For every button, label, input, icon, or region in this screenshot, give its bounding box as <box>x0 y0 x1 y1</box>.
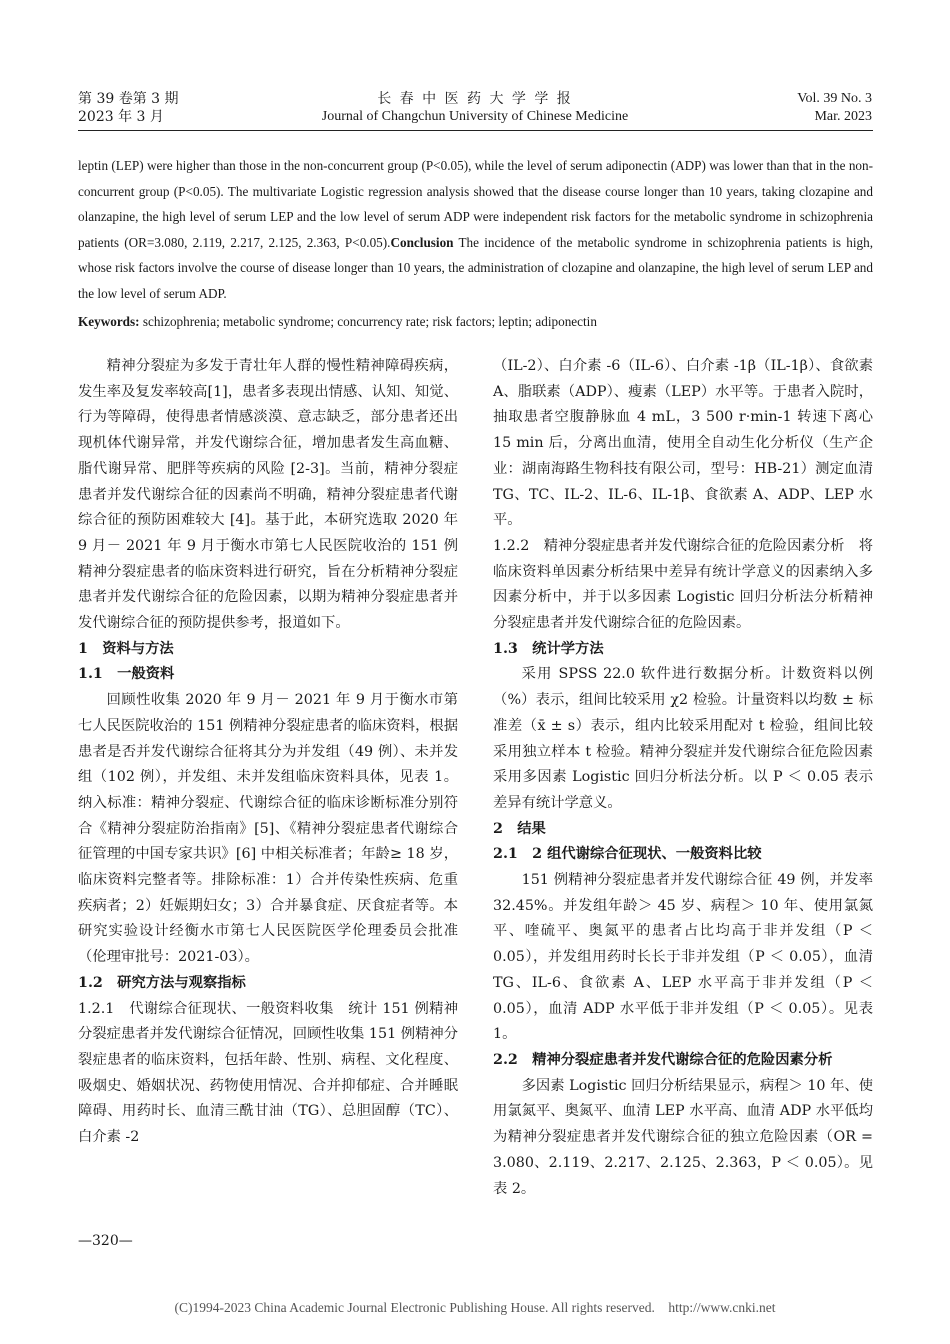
section-1-2-1-paragraph: 1.2.1 代谢综合征现状、一般资料收集 统计 151 例精神分裂症患者并发代谢综合征情况，回顾性收集 151 例精神分裂症患者的临床资料，包括年龄、性别、病程、文化程度、吸烟史、婚姻状况、药物使用情况、合并抑郁症、合并睡眠障碍、用药时长、血清三酰甘油（TG）、总胆固醇（TC）、白介素 -2 <box>78 1000 458 1146</box>
header-rule <box>78 130 873 131</box>
conclusion-label: Conclusion <box>390 234 454 250</box>
conclusion-text: The incidence of the metabolic syndrome in schizophrenia patients is high, whose risk factors involve the course of disease longer than 10 years, the administration of clozapine and olanzapine, the high level of serum LEP and the low level of serum ADP. <box>78 234 874 301</box>
section-1-3-paragraph: 采用 SPSS 22.0 软件进行数据分析。计数资料以例（%）表示，组间比较采用 χ2 检验。计量资料以均数 ± 标准差（x̄ ± s）表示，组内比较采用配对 t 检验，组间比较采用独立样本 t 检验。精神分裂症并发代谢综合征危险因素采用多因素 Logistic 回归分析法分析。以 P ＜ 0.05 表示差异有统计学意义。 <box>493 666 873 811</box>
page-number: —320— <box>78 1233 133 1249</box>
section-1-2-2-paragraph: 1.2.2 精神分裂症患者并发代谢综合征的危险因素分析 将临床资料单因素分析结果中差异有统计学意义的因素纳入多因素分析中，并于以多因素 Logistic 回归分析法分析精神分裂症患者并发代谢综合征的危险因素。 <box>493 537 873 632</box>
section-2-2-paragraph: 多因素 Logistic 回归分析结果显示，病程＞ 10 年、使用氯氮平、奥氮平、血清 LEP 水平高、血清 ADP 水平低均为精神分裂症患者并发代谢综合征的独立危险因素（OR = 3.080、2.119、2.217、2.125、2.363，P ＜ 0.05）。见表 2。 <box>493 1077 873 1197</box>
section-1-3-heading: 1.3 统计学方法 <box>493 640 604 657</box>
keywords <box>78 312 873 332</box>
section-2-1-paragraph: 151 例精神分裂症患者并发代谢综合征 49 例，并发率 32.45%。并发组年龄＞ 45 岁、病程＞ 10 年、使用氯氮平、喹硫平、奥氮平的患者占比均高于非并发组（P ＜ 0.05），并发组用药时长长于非并发组（P ＜ 0.05），血清 TG、IL-6、食欲素 A、LEP 水平高于非并发组（P ＜ 0.05），血清 ADP 水平低于非并发组（P ＜ 0.05）。见表 1。 <box>493 872 873 1043</box>
section-1-2-1-continued: （IL-2）、白介素 -6（IL-6）、白介素 -1β（IL-1β）、食欲素 A、脂联素（ADP）、瘦素（LEP）水平等。于患者入院时，抽取患者空腹静脉血 4 mL，3 500 r·min-1 转速下离心 15 min 后，分离出血清，使用全自动生化分析仪（生产企业：湖南海路生物科技有限公司，型号：HB-21）测定血清 TG、TC、IL-2、IL-6、IL-1β、食欲素 A、ADP、LEP 水平。 <box>493 358 873 529</box>
intro-paragraph: 精神分裂症为多发于青壮年人群的慢性精神障碍疾病，发生率及复发率较高[1]，患者多表现出情感、认知、知觉、行为等障碍，使得患者情感淡漠、意志缺乏，部分患者还出现机体代谢异常，并发代谢综合征，增加患者发生高血糖、脂代谢异常、肥胖等疾病的风险 [2-3]。当前，精神分裂症患者并发代谢综合征的因素尚不明确，精神分裂症患者代谢综合征的预防困难较大 [4]。基于此，本研究选取 2020 年 9 月－ 2021 年 9 月于衡水市第七人民医院收治的 151 例精神分裂症患者的临床资料进行研究，旨在分析精神分裂症患者并发代谢综合征的危险因素，以期为精神分裂症患者并发代谢综合征的预防提供参考，报道如下。 <box>78 358 458 632</box>
right-column <box>493 354 873 1202</box>
section-1-1-paragraph: 回顾性收集 2020 年 9 月－ 2021 年 9 月于衡水市第七人民医院收治的 151 例精神分裂症患者的临床资料，根据患者是否并发代谢综合征将其分为并发组（49 例）、未并发组（102 例），并发组、未并发组临床资料具体，见表 1。纳入标准：精神分裂症、代谢综合征的临床诊断标准分别符合《精神分裂症防治指南》[5]、《精神分裂症患者代谢综合征管理的中国专家共识》[6] 中相关标准者；年龄≥ 18 岁，临床资料完整者等。排除标准：1）合并传染性疾病、危重疾病者；2）妊娠期妇女；3）合并暴食症、厌食症者等。本研究实验设计经衡水市第七人民医院医学伦理委员会批准（伦理审批号：2021-03）。 <box>78 692 458 966</box>
volume-en: Vol. 39 No. 3 <box>797 91 872 106</box>
journal-title-cn: 长 春 中 医 药 大 学 学 报 <box>377 91 573 107</box>
abstract-en <box>78 153 873 306</box>
section-2-heading: 2 结果 <box>493 820 546 837</box>
section-2-1-heading: 2.1 2 组代谢综合征现状、一般资料比较 <box>493 846 762 863</box>
abstract-results: leptin (LEP) were higher than those in the non-concurrent group (P<0.05), while the level of serum adiponectin (ADP) was lower than that in the non-concurrent group (P<0.05). The multivariate Logistic regression analysis showed that the disease course longer than 10 years, taking clozapine and olanzapine, the high level of serum LEP and the low level of serum ADP were independent risk factors for the metabolic syndrome in schizophrenia patients (OR=3.080, 2.119, 2.217, 2.125, 2.363, P<0.05). <box>78 158 873 250</box>
keywords-label: Keywords: <box>78 314 140 329</box>
date-en: Mar. 2023 <box>814 109 872 124</box>
left-column <box>78 354 458 1151</box>
header-right <box>797 90 872 126</box>
section-1-heading: 1 资料与方法 <box>78 640 174 657</box>
journal-title-en: Journal of Changchun University of Chinese Medicine <box>321 109 629 124</box>
section-2-2-heading: 2.2 精神分裂症患者并发代谢综合征的危险因素分析 <box>493 1051 833 1068</box>
issue-cn: 第 39 卷第 3 期 <box>78 91 179 107</box>
keywords-text: schizophrenia; metabolic syndrome; concurrency rate; risk factors; leptin; adiponectin <box>139 314 597 329</box>
section-1-2-heading: 1.2 研究方法与观察指标 <box>78 974 246 991</box>
date-cn: 2023 年 3 月 <box>78 109 164 125</box>
copyright-footer: (C)1994-2023 China Academic Journal Electronic Publishing House. All rights reserved. http://www.cnki.net <box>174 1300 776 1315</box>
section-1-1-heading: 1.1 一般资料 <box>78 666 175 683</box>
